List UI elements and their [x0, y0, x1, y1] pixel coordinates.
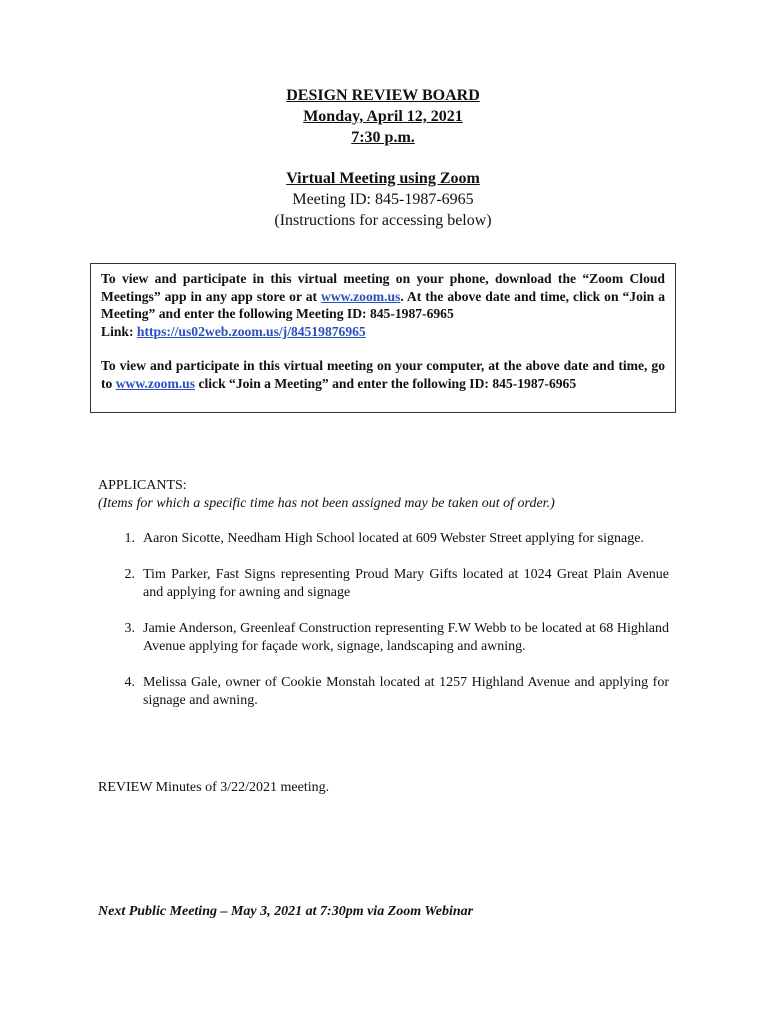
- applicants-section: [98, 477, 673, 513]
- board-title: DESIGN REVIEW BOARD: [286, 87, 480, 104]
- item-text: Tim Parker, Fast Signs representing Proud Mary Gifts located at 1024 Great Plain Avenue and applying for awning and signage: [143, 567, 669, 600]
- zoom-link-computer[interactable]: www.zoom.us: [115, 375, 196, 391]
- computer-instructions-text: To view and participate in this virtual meeting on your computer, at the above date and time, go to: [101, 358, 665, 391]
- link-label: Link:: [101, 323, 137, 339]
- item-number: 1.: [124, 531, 135, 546]
- next-meeting: Next Public Meeting – May 3, 2021 at 7:30pm via Zoom Webinar: [98, 904, 474, 919]
- item-number: 4.: [124, 675, 135, 690]
- document-header: [0, 85, 766, 231]
- meeting-date: Monday, April 12, 2021: [303, 108, 463, 125]
- phone-instructions-text: To view and participate in this virtual meeting on your phone, download the “Zoom Cloud Meetings” app in any app store or at: [101, 271, 665, 304]
- computer-instructions: [101, 357, 665, 392]
- list-item: [98, 674, 669, 710]
- applicants-heading: APPLICANTS:: [98, 478, 187, 493]
- applicant-list: [98, 530, 669, 728]
- applicants-note: (Items for which a specific time has not been assigned may be taken out of order.): [98, 496, 555, 511]
- zoom-meeting-url[interactable]: https://us02web.zoom.us/j/84519876965: [136, 323, 366, 339]
- virtual-meeting-title: Virtual Meeting using Zoom: [286, 170, 480, 187]
- item-text: Jamie Anderson, Greenleaf Construction representing F.W Webb to be located at 68 Highland Avenue applying for façade work, signage, landscaping and awning.: [143, 621, 669, 654]
- computer-instructions-text-2: click “Join a Meeting” and enter the following ID: 845-1987-6965: [195, 375, 577, 391]
- item-text: Melissa Gale, owner of Cookie Monstah located at 1257 Highland Avenue and applying for signage and awning.: [143, 675, 669, 708]
- item-text: Aaron Sicotte, Needham High School located at 609 Webster Street applying for signage.: [143, 531, 644, 546]
- zoom-link-phone[interactable]: www.zoom.us: [321, 288, 401, 304]
- zoom-instructions-box: [90, 263, 676, 413]
- item-number: 3.: [124, 621, 135, 636]
- instructions-note: (Instructions for accessing below): [274, 212, 492, 229]
- meeting-time: 7:30 p.m.: [351, 129, 415, 146]
- review-minutes: REVIEW Minutes of 3/22/2021 meeting.: [98, 780, 330, 795]
- phone-instructions: [101, 270, 665, 340]
- list-item: [98, 566, 669, 602]
- item-number: 2.: [124, 567, 135, 582]
- list-item: [98, 530, 669, 548]
- meeting-id: Meeting ID: 845-1987-6965: [292, 191, 474, 208]
- list-item: [98, 620, 669, 656]
- phone-instructions-text-2: . At the above date and time, click on “Join a Meeting” and enter the following Meeting ID: 845-1987-6965: [101, 288, 665, 321]
